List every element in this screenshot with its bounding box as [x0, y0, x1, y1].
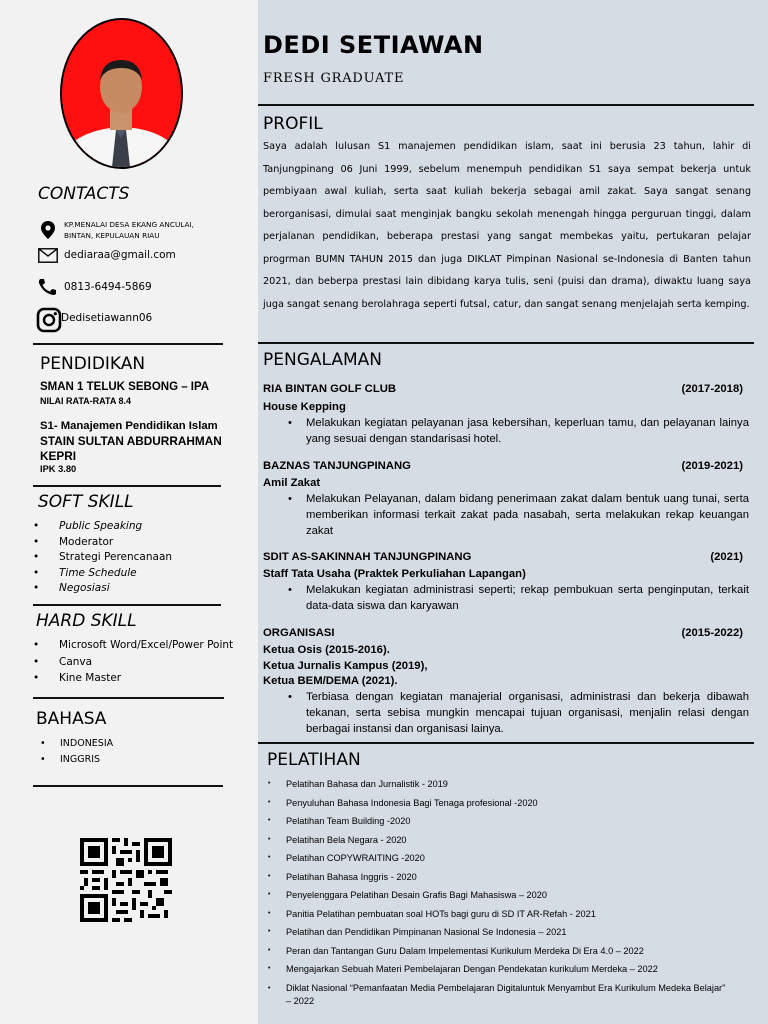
language-list — [40, 736, 113, 767]
contacts-title: CONTACTS — [38, 184, 130, 204]
divider — [258, 742, 754, 744]
school2-program: S1- Manajemen Pendidikan Islam — [40, 420, 218, 432]
list-item: • INGGRIS — [40, 752, 113, 768]
list-item: • Pelatihan dan Pendidikan Pimpinanan Nasional Se Indonesia – 2021 — [268, 923, 748, 942]
experience-desc: • Melakukan kegiatan administrasi seperti; rekap pembukuan serta penginputan, terkait data-data siswa dan karyawan — [288, 582, 749, 614]
list-item: • Negosiasi — [33, 581, 172, 597]
list-item: • Public Speaking — [33, 519, 172, 535]
list-item: • Pelatihan Bahasa Inggris - 2020 — [268, 868, 748, 887]
list-item: • Pelatihan COPYWRAITING -2020 — [268, 849, 748, 868]
experience-org: RIA BINTAN GOLF CLUB — [263, 383, 397, 395]
experience-desc: • Melakukan Pelayanan, dalam bidang penerimaan zakat dalam bentuk uang tunai, serta memberikan informasi terkait zakat pada nasabah, serta melakukan rekap keuangan zakat — [288, 491, 749, 539]
divider — [33, 604, 221, 606]
experience-item — [263, 383, 743, 395]
list-item: • Pelatihan Bela Negara - 2020 — [268, 831, 748, 850]
school2-grade: IPK 3.80 — [40, 464, 77, 474]
list-item: • Panitia Pelatihan pembuatan soal HOTs bagi guru di SD IT AR-Refah - 2021 — [268, 905, 748, 924]
list-item: • Mengajarkan Sebuah Materi Pembelajaran Dengan Pendekatan kurikulum Merdeka – 2022 — [268, 960, 748, 979]
experience-role: Ketua BEM/DEMA (2021). — [263, 675, 398, 687]
list-item: • Canva — [33, 654, 233, 671]
email-icon — [38, 248, 58, 267]
person-name: DEDI SETIAWAN — [263, 31, 484, 59]
list-item: • INDONESIA — [40, 736, 113, 752]
list-item: • Kine Master — [33, 670, 233, 687]
experience-year: (2017-2018) — [681, 383, 743, 395]
email-text[interactable]: dediaraa@gmail.com — [64, 249, 176, 261]
list-item: • Pelatihan Bahasa dan Jurnalistik - 2019 — [268, 775, 748, 794]
experience-item — [263, 460, 743, 472]
list-item: • Diklat Nasional “Pemanfaatan Media Pembelajaran Digitaluntuk Menyambut Era Kurikulum Medeka Belajar” – 2022 — [268, 979, 726, 1010]
experience-item — [263, 627, 743, 639]
experience-role: Ketua Osis (2015-2016). — [263, 644, 390, 656]
school2-name: STAIN SULTAN ABDURRAHMAN KEPRI — [40, 434, 222, 463]
divider — [258, 104, 754, 106]
instagram-icon — [36, 307, 62, 337]
profile-text: Saya adalah lulusan S1 manajemen pendidikan islam, saat ini berusia 23 tahun, lahir di Tanjungpinang 06 Juni 1999, sebelum menempuh pendidikan S1 saya sempat bekerja untuk pembiyaan awal kuliah, serta saat kuliah bekerja sebagai amil zakat. Saya sangat senang berorganisasi, dimulai saat menginjak bangku sekolah menengah hingga perguruan tinggi, dalam perjalanan pendidikan, beberapa prestasi yang sangat membekas yaitu, pertukaran pelajar progrman BUMN TAHUN 2015 dan juga DIKLAT Pimpinan Nasional se-Indonesia di Banten tahun 2021, dan beberpa prestasi lain dibidang karya tulis, seni (puisi dan drama), diwaktu luang saya juga sangat senang berolahraga seperti futsal, catur, dan sangat senang menjelajah serta kemping. — [263, 141, 751, 310]
experience-desc: • Melakukan kegiatan pelayanan jasa kebersihan, keperluan tamu, dan pelayanan lainya yang sesuai dengan standarisasi hotel. — [288, 415, 749, 447]
qr-code[interactable] — [80, 837, 172, 927]
training-title: PELATIHAN — [267, 750, 361, 770]
education-title: PENDIDIKAN — [40, 354, 146, 374]
experience-org: BAZNAS TANJUNGPINANG — [263, 460, 411, 472]
list-item: • Time Schedule — [33, 566, 172, 582]
list-item: • Pelatihan Team Building -2020 — [268, 812, 748, 831]
experience-year: (2019-2021) — [681, 460, 743, 472]
profile-title: PROFIL — [263, 114, 323, 134]
experience-role: Ketua Jurnalis Kampus (2019), — [263, 660, 428, 672]
divider — [258, 342, 754, 344]
experience-year: (2021) — [710, 551, 743, 563]
instagram-text[interactable]: Dedisetiawann06 — [61, 312, 153, 324]
school1-name: SMAN 1 TELUK SEBONG – IPA — [40, 381, 210, 393]
person-subtitle: FRESH GRADUATE — [263, 71, 405, 86]
divider — [33, 485, 221, 487]
soft-skill-list — [33, 519, 172, 597]
phone-icon — [37, 278, 57, 300]
list-item: • Penyelenggara Pelatihan Desain Grafis Bagi Mahasiswa – 2020 — [268, 886, 748, 905]
profile-photo — [60, 18, 183, 169]
experience-role: House Kepping — [263, 401, 346, 413]
experience-desc: • Terbiasa dengan kegiatan manajerial organisasi, administrasi dan bekerja dibawah tekanan, serta sebisa mungkin mencapai tujuan organisasi, menjalin relasi dengan berbagai instansi dan organisasi lainya. — [288, 689, 749, 737]
experience-title: PENGALAMAN — [263, 350, 383, 370]
experience-org: SDIT AS-SAKINNAH TANJUNGPINANG — [263, 551, 472, 563]
location-pin-icon — [41, 221, 55, 243]
hard-skill-list — [33, 637, 233, 687]
list-item: • Strategi Perencanaan — [33, 550, 172, 566]
divider — [33, 697, 224, 699]
list-item: • Penyuluhan Bahasa Indonesia Bagi Tenaga profesional -2020 — [268, 794, 748, 813]
experience-org: ORGANISASI — [263, 627, 335, 639]
address: KP.MENALAI DESA EKANG ANCULAI, BINTAN, KEPULAUAN RIAU — [64, 220, 195, 240]
training-list — [268, 775, 748, 1010]
divider — [33, 785, 223, 787]
experience-role: Amil Zakat — [263, 477, 321, 489]
phone-text[interactable]: 0813-6494-5869 — [64, 281, 152, 293]
experience-item — [263, 551, 743, 563]
experience-year: (2015-2022) — [681, 627, 743, 639]
school1-grade: NILAI RATA-RATA 8.4 — [40, 396, 131, 406]
hard-skill-title: HARD SKILL — [36, 611, 137, 631]
list-item: • Microsoft Word/Excel/Power Point — [33, 637, 233, 654]
divider — [33, 343, 223, 345]
list-item: • Moderator — [33, 535, 172, 551]
list-item: • Peran dan Tantangan Guru Dalam Impelementasi Kurikulum Merdeka Di Era 4.0 – 2022 — [268, 942, 748, 961]
experience-role: Staff Tata Usaha (Praktek Perkuliahan Lapangan) — [263, 568, 526, 580]
soft-skill-title: SOFT SKILL — [38, 492, 134, 512]
language-title: BAHASA — [36, 709, 107, 729]
